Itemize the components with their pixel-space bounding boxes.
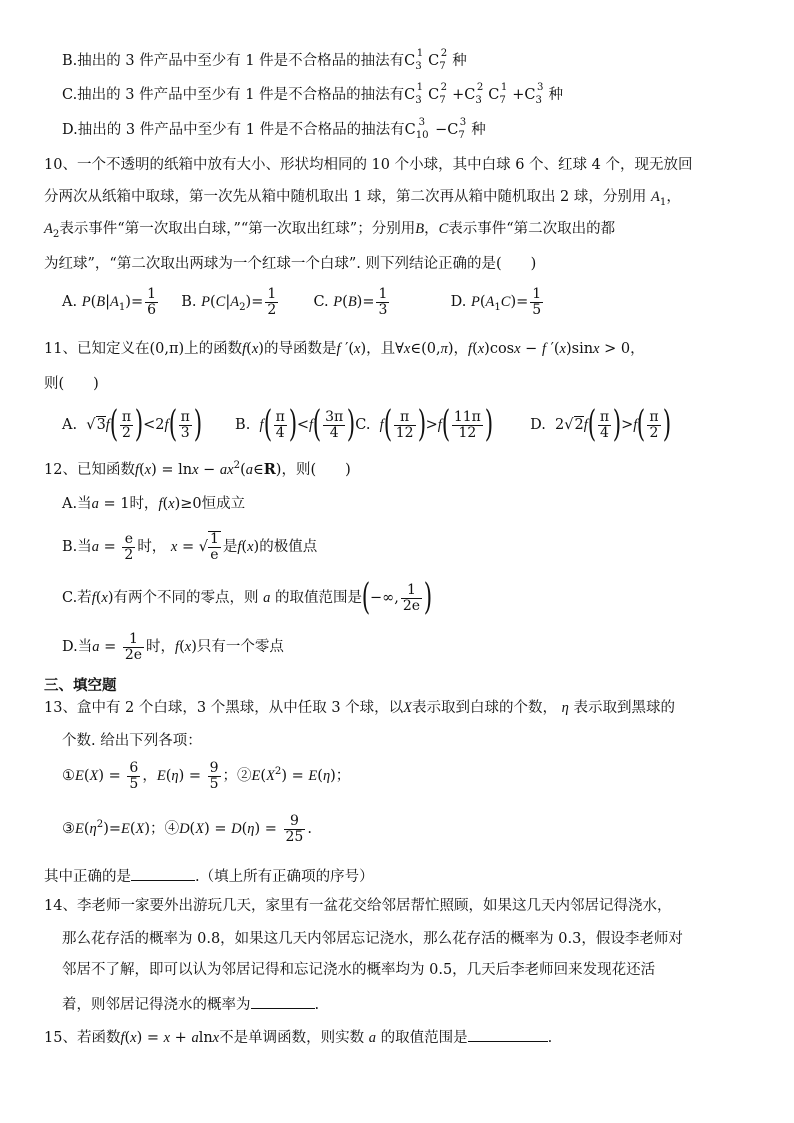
q10-option-c: C. P(B)= $\frac{1}{3}$ [313, 285, 388, 318]
q11-option-a: A. √3f( $\frac{\pi}{2}$ )<2f( $\frac{\pi}{3}$ ) [62, 404, 203, 445]
section-title: 三、填空题 [44, 677, 117, 694]
q14-line4: 着，则邻居记得浇水的概率为 . [62, 992, 319, 1015]
q11-option-d: D. 2√2f( $\frac{\pi}{4}$ )>f( $\frac{\pi}{2}$ ) [530, 404, 671, 445]
q10-option-a: A. $P(B|A_1)=$ $\frac{1}{6}$ [62, 285, 157, 318]
q13-choices-1-2: ①E(X) = $\frac{6}{5}$ ，E(η) = $\frac{9}{5}$ ；$②E(X^2) = E(\eta)$； [62, 759, 351, 792]
q9-option-b: B.抽出的 3 件产品中至少有 1 件是不合格品的抽法有$C_3^1$ $C_7^2$ 种 [62, 48, 467, 72]
q13-answer-blank[interactable] [131, 864, 195, 881]
q11-line2: 则( ) [44, 376, 99, 392]
q13-choices-3-4: $③E(\eta^2)=E(X)$；④D(X) = D(η) = $\frac{9}{25}$ . [62, 812, 312, 845]
q11-line1: 11、已知定义在(0,π)上的函数f(x)的导函数是f ′(x)，且∀x∈(0,π)，f(x)cosx − f ′(x)sinx > 0， [44, 341, 645, 357]
q10-option-b: B. $P(C|A_2)=$ $\frac{1}{2}$ [181, 285, 277, 318]
q10-line2: 分两次从纸箱中取球，第一次先从箱中随机取出 1 球，第二次再从箱中随机取出 2 球，分别用 $A_1$， [44, 189, 681, 208]
q14-line3: 邻居不了解，即可以认为邻居记得和忘记浇水的概率均为 0.5，几天后李老师回来发现花还活 [62, 962, 656, 978]
q14-answer-blank[interactable] [251, 992, 315, 1009]
q10-option-d: D. $P(A_1C)=$ $\frac{1}{5}$ [450, 285, 542, 318]
q9-option-c: C.抽出的 3 件产品中至少有 1 件是不合格品的抽法有$C_3^1$ $C_7^2 +C_3^2$ $C_7^1 +C_3^3$ 种 [62, 82, 563, 106]
q10-line3: $A_2$表示事件“第一次取出白球，”“第一次取出红球”；分别用B，C表示事件“第二次取出的都 [44, 221, 616, 240]
q12-option-b: B.当a = $\frac{e}{2}$ 时， x = √ $\frac{1}{e}$ 是f(x)的极值点 [62, 530, 318, 563]
q13-line1: 13、盒中有 2 个白球，3 个黑球，从中任取 3 个球，以X表示取到白球的个数， η 表示取到黑球的 [44, 700, 675, 716]
q12-line1: 12、已知函数$f(x) = \ln x - ax^2(a\in R)$，则( ) [44, 460, 351, 478]
q10-line4: 为红球”，“第二次取出两球为一个红球一个白球”. 则下列结论正确的是( ) [44, 256, 537, 272]
q14-line1: 14、李老师一家要外出游玩几天，家里有一盆花交给邻居帮忙照顾，如果这几天内邻居记得浇水， [44, 898, 672, 914]
q13-answer-line: 其中正确的是 .（填上所有正确项的序号） [44, 864, 374, 887]
q12-option-c: C.若f(x)有两个不同的零点，则 a 的取值范围是(−∞, $\frac{1}{2e}$ ) [62, 577, 433, 618]
q13-line2: 个数. 给出下列各项： [62, 733, 202, 749]
q11-options [62, 405, 671, 445]
q10-line1: 10、一个不透明的纸箱中放有大小、形状均相同的 10 个小球，其中白球 6 个、红球 4 个，现无放回 [44, 157, 693, 173]
q15-line1: 15、若函数f(x) = x + alnx不是单调函数，则实数 a 的取值范围是 . [44, 1025, 552, 1048]
q11-option-b: B. f( $\frac{\pi}{4}$ )<f( $\frac{3\pi}{4}$ ) [235, 404, 356, 445]
q10-options [62, 285, 545, 319]
q11-option-c: C. f( $\frac{\pi}{12}$ )>f( $\frac{11\pi}{12}$ ) [355, 404, 494, 445]
q15-answer-blank[interactable] [468, 1025, 548, 1042]
q12-option-d: D.当a = $\frac{1}{2e}$ 时，f(x)只有一个零点 [62, 630, 284, 663]
q14-line2: 那么花存活的概率为 0.8，如果这几天内邻居忘记浇水，那么花存活的概率为 0.3，假设李老师对 [62, 931, 683, 947]
q12-option-a: A.当a = 1时，f(x)≥0恒成立 [62, 496, 246, 512]
q9-option-d: D.抽出的 3 件产品中至少有 1 件是不合格品的抽法有$C_{10}^3 -C_7^3$ 种 [62, 117, 486, 141]
